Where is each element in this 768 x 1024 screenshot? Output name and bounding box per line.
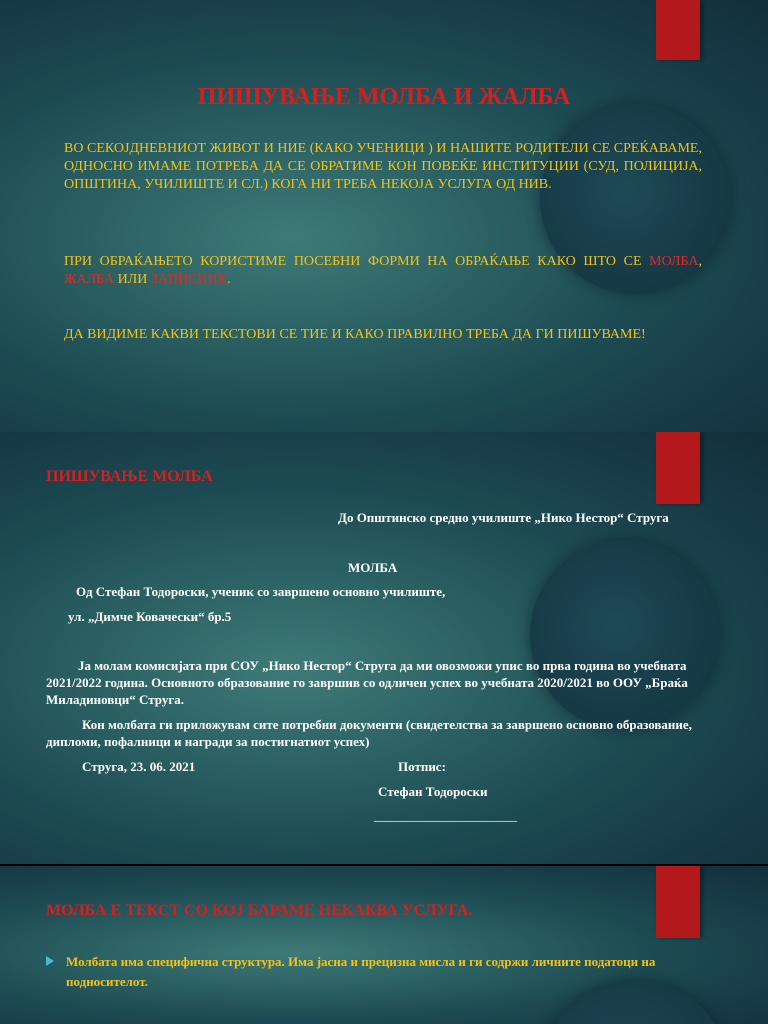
address-line: ул. „Димче Ковачески“ бр.5: [68, 609, 232, 624]
body-paragraph-1: Ја молам комисијата при СОУ „Нико Нестор“ Струга да ми овозможи упис во прва година во учебната 2021/2022 година. Основното образование го завршив со одличен успех во учебната 2020/2021 во ООУ „Браќа Миладиновци“ Струга.: [46, 658, 688, 707]
addressee: До Општинско средно училиште „Нико Нестор“ Струга: [338, 510, 669, 525]
bullet-arrow-icon: [46, 956, 54, 966]
term-molba: МОЛБА: [649, 254, 699, 269]
bullet-text: Молбата има специфична структура. Има јасна и прецизна мисла и ги содржи личните податоци на подносителот.: [66, 954, 656, 989]
document-title: МОЛБА: [348, 560, 398, 575]
accent-bar: [656, 0, 700, 60]
comma: ,: [698, 254, 702, 269]
forms-paragraph: [64, 253, 702, 289]
bullet-item: [46, 952, 706, 992]
accent-bar: [656, 866, 700, 938]
accent-bar: [656, 432, 700, 504]
term-zhalba: ЖАЛБА: [64, 272, 115, 287]
signature-label: Потпис:: [398, 759, 446, 774]
slide-title: ПИШУВАЊЕ МОЛБА И ЖАЛБА: [197, 84, 571, 110]
slide-3: [0, 866, 768, 1024]
slide-2: [0, 432, 768, 864]
term-zapisnik: ЗАПИСНИК: [150, 272, 228, 287]
body-paragraph-2: Кон молбата ги приложувам сите потребни документи (свидетелства за завршено основно образование, дипломи, пофалници и награди за постигнатиот успех): [46, 717, 692, 749]
signature-line: ______________________: [374, 808, 517, 823]
slide-title: МОЛБА Е ТЕКСТ СО КОЈ БАРАМЕ НЕКАКВА УСЛУГА.: [46, 902, 473, 919]
forms-paragraph-prefix: ПРИ ОБРАЌАЊЕТО КОРИСТИМЕ ПОСЕБНИ ФОРМИ НА ОБРАЌАЊЕ КАКО ШТО СЕ: [64, 254, 650, 269]
intro-paragraph: ВО СЕКОЈДНЕВНИОТ ЖИВОТ И НИЕ (КАКО УЧЕНИЦИ ) И НАШИТЕ РОДИТЕЛИ СЕ СРЕЌАВАМЕ, ОДНОСНО ИМАМЕ ПОТРЕБА ДА СЕ ОБРАТИМЕ КОН ПОВЕЌЕ ИНСТИТУЦИИ (СУД, ПОЛИЦИЈА, ОПШТИНА, УЧИЛИШТЕ И СЛ.) КОГА НИ ТРЕБА НЕКОЈА УСЛУГА ОД НИВ.: [64, 141, 702, 192]
signer-name: Стефан Тодороски: [378, 784, 488, 799]
slide-title: ПИШУВАЊЕ МОЛБА: [46, 468, 213, 485]
closing-paragraph: ДА ВИДИМЕ КАКВИ ТЕКСТОВИ СЕ ТИЕ И КАКО ПРАВИЛНО ТРЕБА ДА ГИ ПИШУВАМЕ!: [64, 327, 646, 342]
word-ili: ИЛИ: [114, 272, 151, 287]
sender-line: Од Стефан Тодороски, ученик со завршено основно училиште,: [76, 584, 446, 599]
place-date: Струга, 23. 06. 2021: [82, 759, 196, 774]
period: .: [227, 272, 231, 287]
slide-1: [0, 0, 768, 432]
